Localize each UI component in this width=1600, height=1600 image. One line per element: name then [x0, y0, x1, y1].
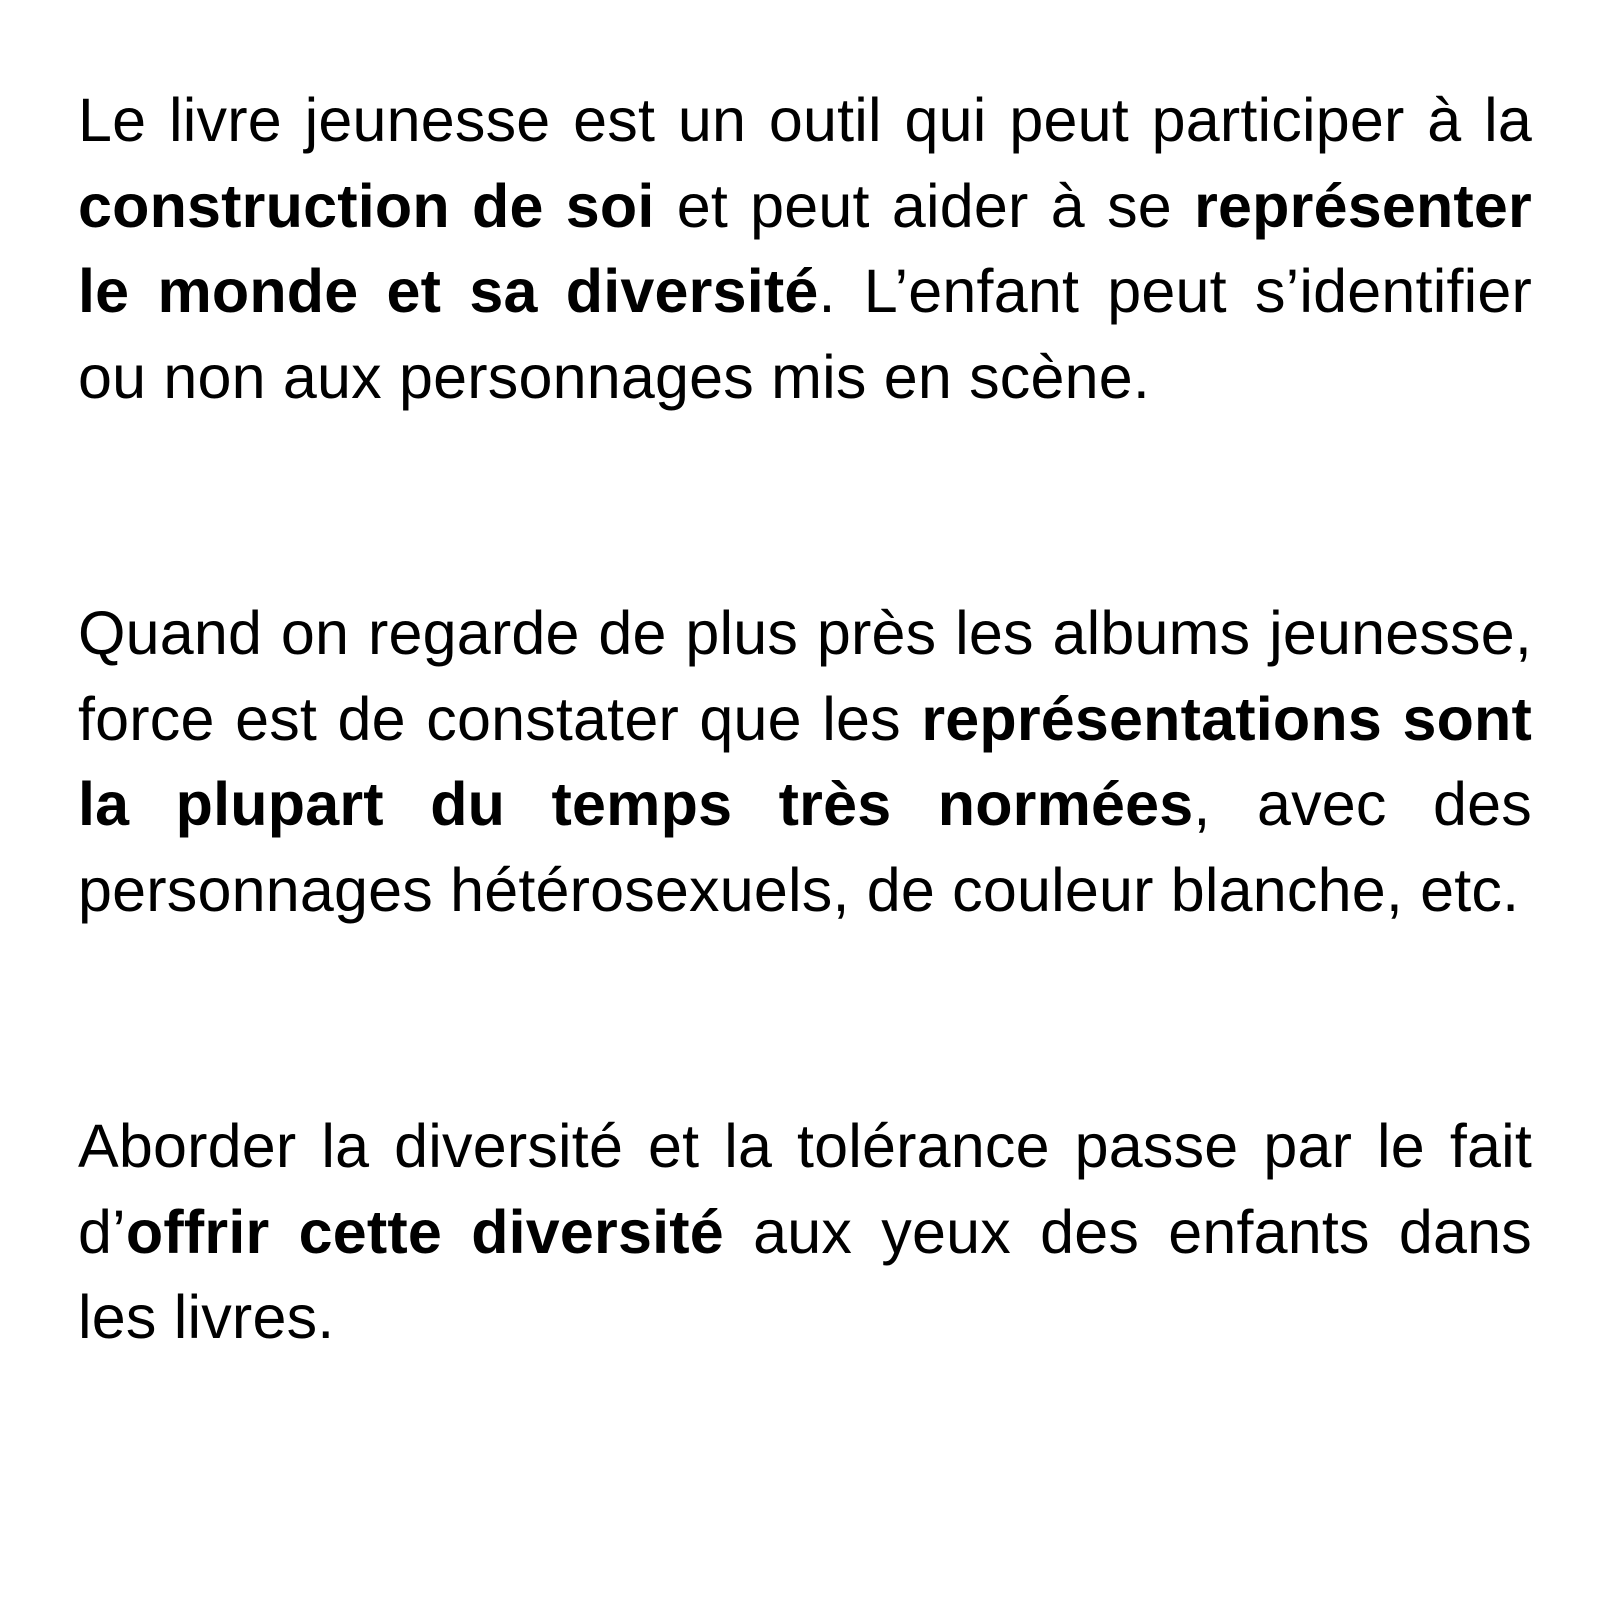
bold-text-segment: représentations sont la plupart du temps très normées: [78, 684, 1533, 838]
bold-text-segment: construction de soi: [78, 171, 655, 240]
document-page: [78, 78, 1532, 1361]
paragraph-2: [78, 591, 1532, 933]
text-segment: Le livre jeunesse est un outil qui peut participer à la: [78, 86, 1532, 154]
text-segment: Aborder la diversité et la tolérance passe par le fait d’: [78, 1112, 1532, 1266]
text-segment: Quand on regarde de plus près les albums jeunesse, force est de constater que les: [78, 599, 1532, 753]
paragraph-3: [78, 1104, 1532, 1361]
text-segment: , avec des personnages hétérosexuels, de couleur blanche, etc.: [78, 770, 1532, 924]
bold-text-segment: représenter le monde et sa diversité: [78, 171, 1532, 325]
paragraph-1: [78, 78, 1532, 420]
text-segment: . L’enfant peut s’identifier ou non aux personnages mis en scène.: [78, 257, 1532, 411]
text-segment: et peut aider à se: [654, 171, 1195, 240]
text-segment: aux yeux des enfants dans les livres.: [78, 1197, 1532, 1351]
bold-text-segment: offrir cette diversité: [125, 1197, 724, 1266]
